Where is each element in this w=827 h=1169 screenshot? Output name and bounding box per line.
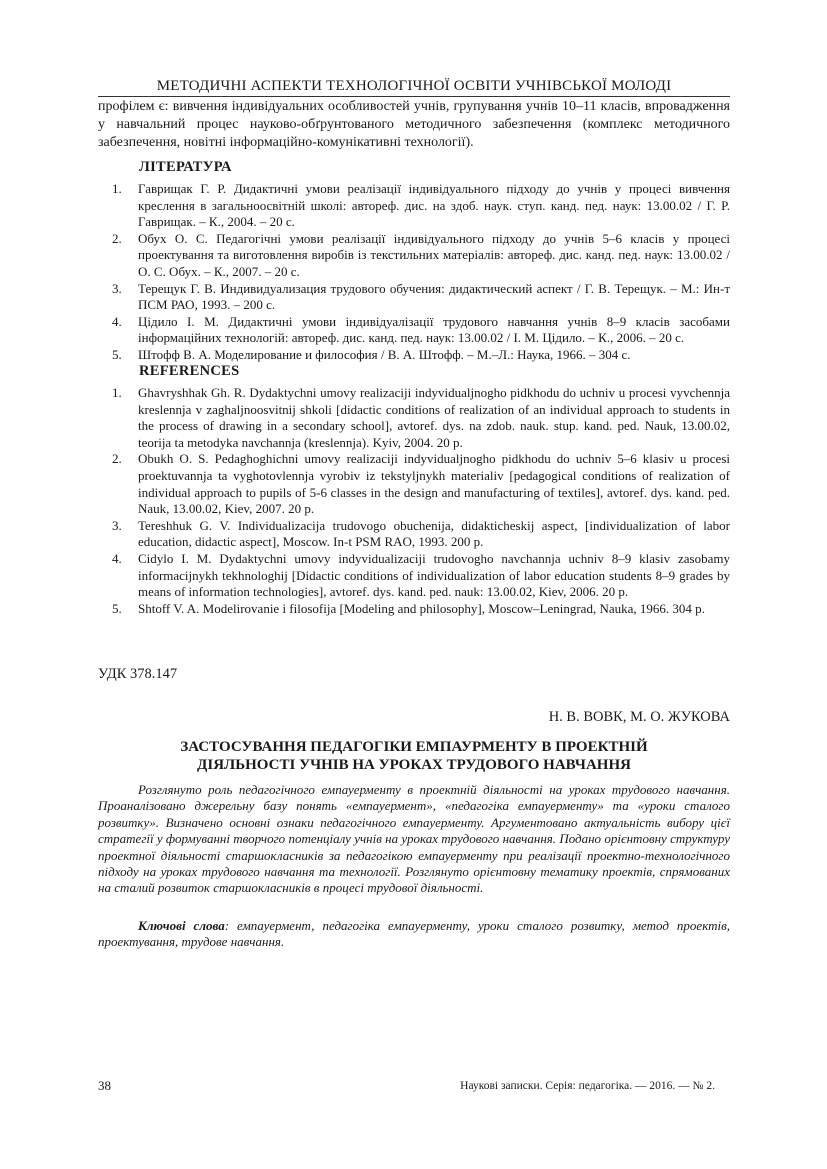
literature-item-text: Обух О. С. Педагогічні умови реалізації індивідуального підходу до учнів 5–6 класів у процесі проектування та виготовлення виробів із текстильних матеріалів: автореф. дис. канд. пед. наук: 13.00.02 / О. С. Обух. – К., 2007. – 20 с. xyxy=(138,230,730,279)
literature-item xyxy=(98,181,730,231)
literature-item xyxy=(98,347,730,364)
literature-item-text: Цідило І. М. Дидактичні умови індивідуалізації трудового навчання учнів 8–9 класів засобами інформаційних технологій: автореф. дис. канд. пед. наук: 13.00.02 / І. М. Цідило. – К., 2006. – 20 с. xyxy=(138,313,730,346)
literature-item-text: Штофф В. А. Моделирование и философия / В. А. Штофф. – М.–Л.: Наука, 1966. – 304 с. xyxy=(138,346,631,362)
udk-code: УДК 378.147 xyxy=(98,666,178,682)
keywords-text: : емпауермент, педагогіка емпауерменту, уроки сталого розвитку, метод проектів, проектування, трудове навчання. xyxy=(98,918,730,950)
reference-item xyxy=(98,385,730,451)
reference-item xyxy=(98,601,730,618)
literature-heading: ЛІТЕРАТУРА xyxy=(139,159,232,175)
reference-item-text: Ghavryshhak Gh. R. Dydaktychni umovy realizaciji indyvidualjnogho pidkhodu do uchniv u procesi vyvchennja kreslennja v zaghaljnoosvitnij shkoli [didactic conditions of realization of an individual approach to students in the process of drawing in a secondary school], avtoref. dys. na zdob. nauk. stup. kand. ped. Nauk, 13.00.02, teorija ta metodyka navchannja (kreslennja). Kyiv, 2004. 20 p. xyxy=(138,385,730,450)
references-list xyxy=(98,385,730,617)
literature-item-number: 4. xyxy=(112,313,122,329)
literature-item-number: 5. xyxy=(112,346,122,362)
literature-list xyxy=(98,181,730,364)
literature-item-number: 3. xyxy=(112,280,122,296)
reference-item-number: 5. xyxy=(112,600,122,616)
reference-item-number: 2. xyxy=(112,451,122,467)
reference-item xyxy=(98,451,730,517)
reference-item-text: Tereshhuk G. V. Individualizacija trudovogo obuchenija, didakticheskij aspect, [individualization of labor education, didactic aspect], Moscow. In-t PSM RAO, 1993. 200 p. xyxy=(138,517,730,550)
keywords xyxy=(98,918,730,951)
article-title-line: ДІЯЛЬНОСТІ УЧНІВ НА УРОКАХ ТРУДОВОГО НАВЧАННЯ xyxy=(197,757,631,773)
references-heading: REFERENCES xyxy=(139,363,240,379)
reference-item-text: Cidylo I. M. Dydaktychni umovy indyvidualizaciji trudovogho navchannja uchniv 8–9 klasiv zasobamy informacijnykh tekhnologhij [Didactic conditions of individualization of labor education students 8–9 grades by means of information technologies], avtoref. dys. kand. ped. nauk: 13.00.02, Kiev, 2006. 20 p. xyxy=(138,550,730,600)
article-title xyxy=(98,738,730,774)
literature-item-text: Терещук Г. В. Индивидуализация трудового обучения: дидактический аспект / Г. В. Терещук. – М.: Ин-т ПСМ РАО, 1993. – 200 с. xyxy=(138,280,730,313)
intro-paragraph: профілем є: вивчення індивідуальних особливостей учнів, групування учнів 10–11 класів, впровадження у навчальний процес науково-обґрунтованого методичного забезпечення (комплекс методичного забезпечення, новітні інформаційно-комунікативні технології). xyxy=(98,99,730,150)
article-title-line: ЗАСТОСУВАННЯ ПЕДАГОГІКИ ЕМПАУРМЕНТУ В ПРОЕКТНІЙ xyxy=(180,739,648,755)
journal-footer: Наукові записки. Серія: педагогіка. — 2016. — № 2. xyxy=(460,1080,715,1092)
keywords-label: Ключові слова xyxy=(138,918,225,933)
literature-item xyxy=(98,314,730,347)
literature-item-number: 1. xyxy=(112,181,122,196)
reference-item xyxy=(98,518,730,551)
reference-item-text: Obukh O. S. Pedaghoghichni umovy realizaciji indyvidualjnogho pidkhodu do uchniv 5–6 klasiv u procesi proektuvannja ta vyghotovlennja vyrobiv iz tekstyljnykh materialiv [pedagogical conditions of realization of individual approach to pupils of 5-6 classes in the design and manufacturing of textiles], avtoref. dys. kand. ped. Nauk, 13.00.02, Kiev, 2007. 20 p. xyxy=(138,451,730,517)
reference-item-number: 3. xyxy=(112,517,122,533)
abstract: Розглянуто роль педагогічного емпауерменту в проектній діяльності на уроках трудового навчання. Проаналізовано джерельну базу понять «емпауермент», «педагогіка емпауерменту» та «уроки сталого розвитку». Визначено основні ознаки педагогічного емпауерменту. Аргументовано актуальність вибору цієї стратегії у формуванні творчого потенціалу учнів на уроках трудового навчання. Подано орієнтовну структуру проектної діяльності старшокласників за педагогікою емпауерменту при реалізації проектно-технологічного підходу на уроках трудового навчання та технології. Розглянуто орієнтовну тематику проектів, спрямованих на сталий розвиток старшокласників в процесі трудової діяльності. xyxy=(98,782,730,896)
article-authors: Н. В. ВОВК, М. О. ЖУКОВА xyxy=(548,709,730,725)
reference-item-number: 4. xyxy=(112,550,122,566)
literature-item-text: Гаврищак Г. Р. Дидактичні умови реалізації індивідуального підходу до учнів у процесі вивчення креслення в загальноосвітній школі: автореф. дис. на здоб. наук. ступ. канд. пед. наук: 13.00.02 / Г. Р. Гаврищак. – К., 2004. – 20 с. xyxy=(138,181,730,230)
reference-item xyxy=(98,551,730,601)
literature-item xyxy=(98,231,730,281)
literature-item xyxy=(98,281,730,314)
page-number: 38 xyxy=(98,1078,111,1093)
reference-item-text: Shtoff V. A. Modelirovanie i filosofija [Modeling and philosophy], Moscow–Leningrad, Nauka, 1966. 304 p. xyxy=(138,600,705,616)
literature-item-number: 2. xyxy=(112,230,122,246)
reference-item-number: 1. xyxy=(112,385,122,400)
running-header: МЕТОДИЧНІ АСПЕКТИ ТЕХНОЛОГІЧНОЇ ОСВІТИ УЧНІВСЬКОЇ МОЛОДІ xyxy=(98,78,730,97)
